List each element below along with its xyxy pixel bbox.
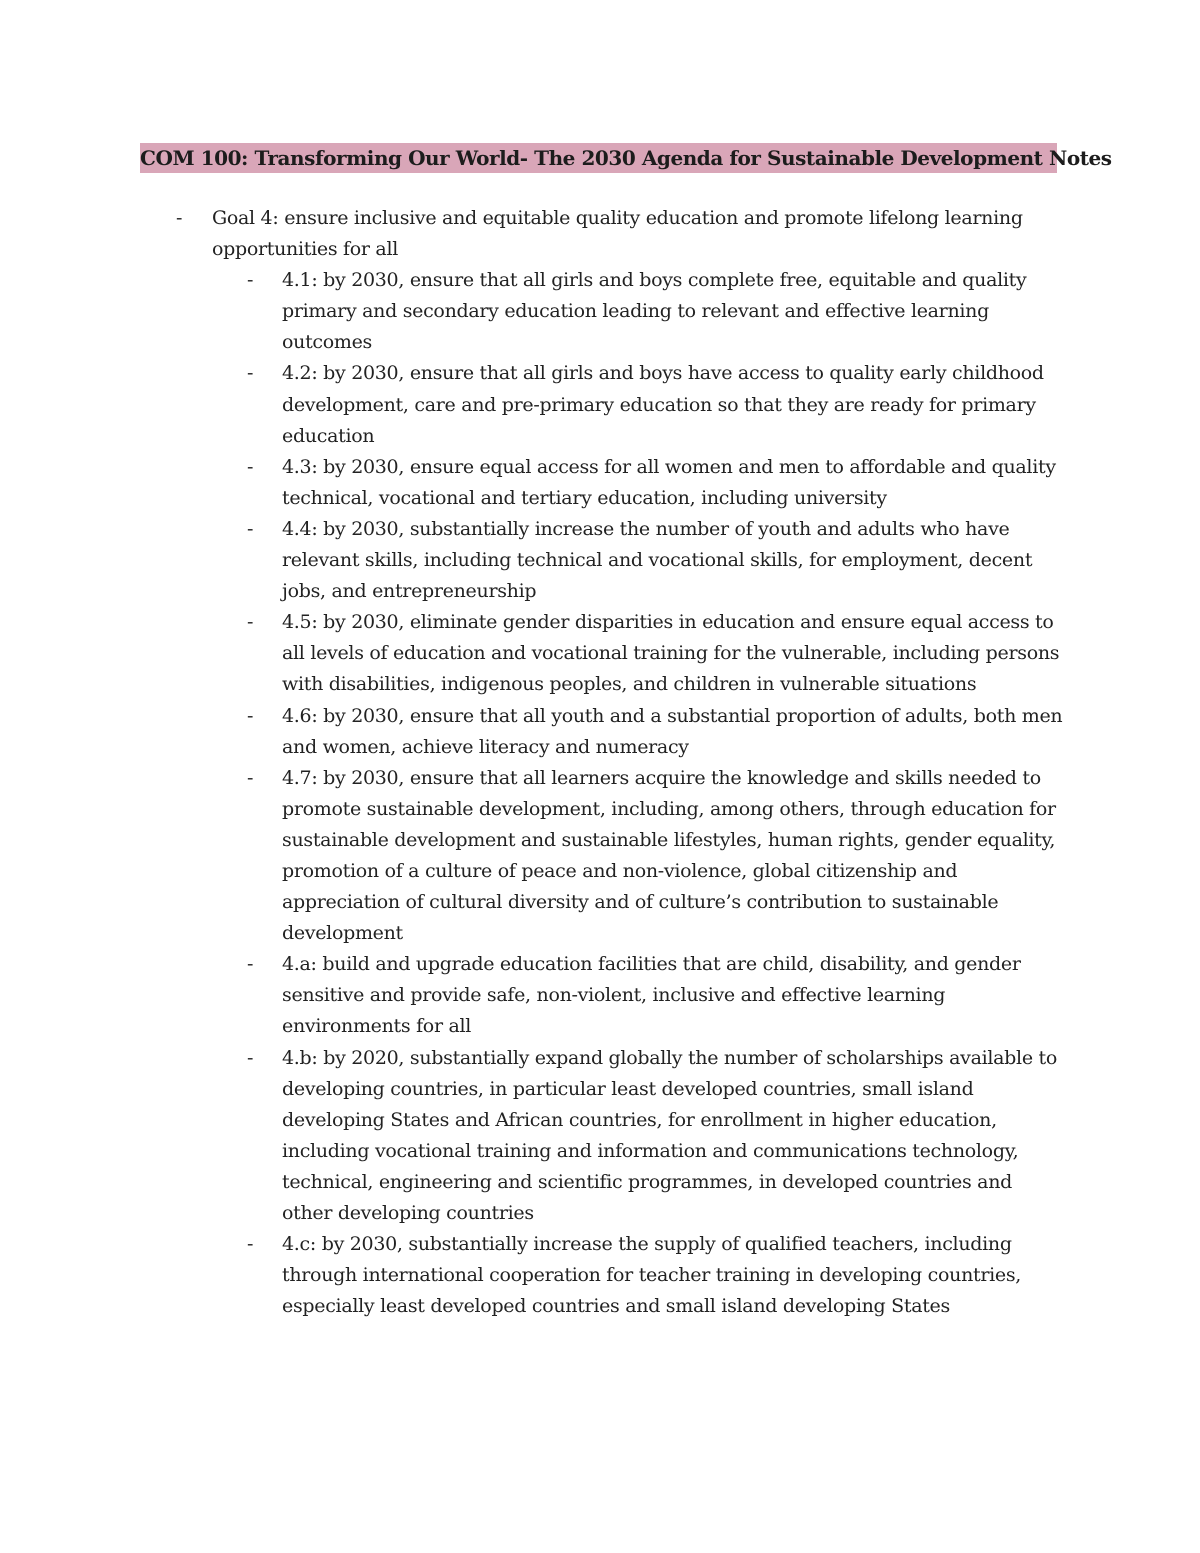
bullet-dash: - [247,766,254,789]
target-item [0,452,1067,514]
bullet-dash: - [247,517,254,540]
target-text: 4.6: by 2030, ensure that all youth and a substantial proportion of adults, both men and women, achieve literacy and numeracy [282,704,1063,758]
target-text: 4.1: by 2030, ensure that all girls and boys complete free, equitable and quality primary and secondary education leading to relevant and effective learning outcomes [282,269,1027,354]
bullet-dash: - [247,362,254,385]
target-item [0,514,1067,607]
target-text: 4.c: by 2030, substantially increase the supply of qualified teachers, including through international cooperation for teacher training in developing countries, especially least developed countries and small island developing States [282,1233,1022,1318]
target-text: 4.3: by 2030, ensure equal access for all women and men to affordable and quality technical, vocational and tertiary education, including university [282,455,1056,509]
target-item [0,358,1067,451]
target-item [0,949,1067,1042]
bullet-dash: - [247,1046,254,1069]
target-item [0,1043,1067,1230]
bullet-dash: - [247,269,254,292]
bullet-dash: - [247,1233,254,1256]
bullet-dash: - [247,611,254,634]
target-item [0,607,1067,700]
goal-item [0,203,1042,265]
target-text: 4.5: by 2030, eliminate gender disparities in education and ensure equal access to all levels of education and vocational training for the vulnerable, including persons with disabilities, indigenous peoples, and children in vulnerable situations [282,611,1060,696]
targets-list [0,265,1200,1322]
target-item [0,1229,1067,1322]
target-text: 4.2: by 2030, ensure that all girls and boys have access to quality early childhood development, care and pre-primary education so that they are ready for primary education [282,362,1044,447]
bullet-dash: - [247,953,254,976]
target-item [0,701,1067,763]
bullet-dash: - [176,207,183,229]
document-title: COM 100: Transforming Our World- The 2030 Agenda for Sustainable Development Notes [140,143,1057,173]
notes-list [0,203,1200,1322]
goal-text: Goal 4: ensure inclusive and equitable quality education and promote lifelong learning opportunities for all [212,207,1023,261]
target-item [0,763,1067,950]
target-text: 4.7: by 2030, ensure that all learners acquire the knowledge and skills needed to promote sustainable development, including, among others, through education for sustainable development and sustainable lifestyles, human rights, gender equality, promotion of a culture of peace and non-violence, global citizenship and appreciation of cultural diversity and of culture’s contribution to sustainable development [282,766,1056,945]
target-text: 4.a: build and upgrade education facilities that are child, disability, and gender sensitive and provide safe, non-violent, inclusive and effective learning environments for all [282,953,1021,1038]
target-item [0,265,1067,358]
target-text: 4.b: by 2020, substantially expand globally the number of scholarships available to developing countries, in particular least developed countries, small island developing States and African countries, for enrollment in higher education, including vocational training and information and communications technology, technical, engineering and scientific programmes, in developed countries and other developing countries [282,1046,1057,1224]
bullet-dash: - [247,704,254,727]
targets-container [0,265,1200,1322]
target-text: 4.4: by 2030, substantially increase the number of youth and adults who have relevant skills, including technical and vocational skills, for employment, decent jobs, and entrepreneurship [282,517,1033,603]
bullet-dash: - [247,455,254,478]
